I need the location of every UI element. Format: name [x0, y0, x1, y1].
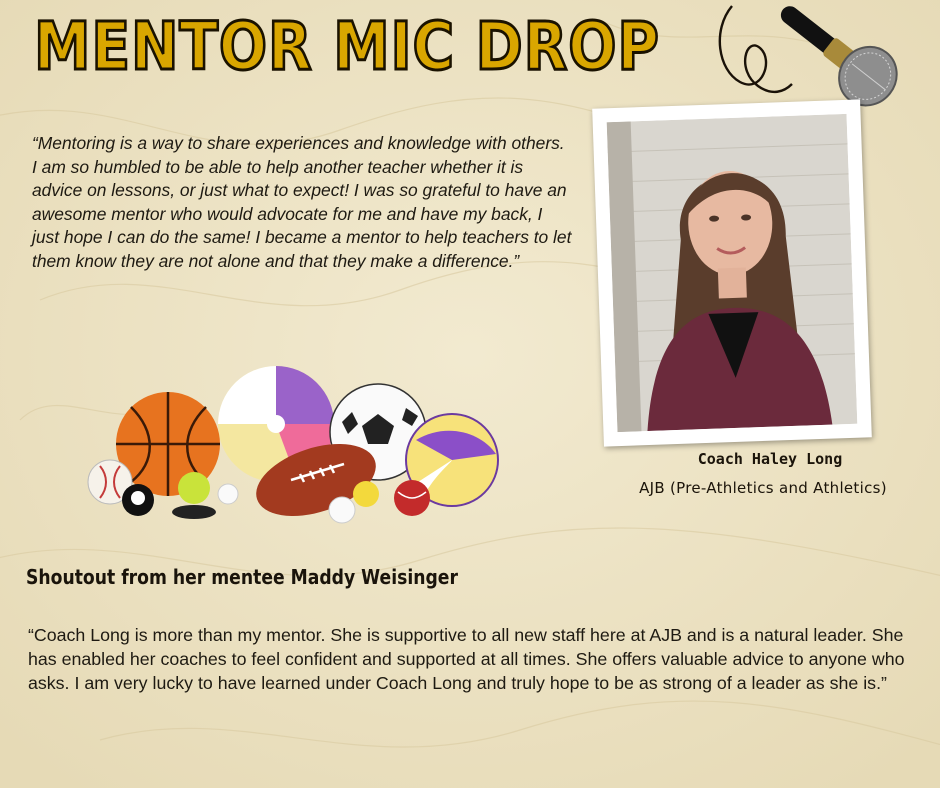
shoutout-text: “Coach Long is more than my mentor. She is supportive to all new staff here at AJB and is a natural leader. She has enabled her coaches to feel confident and supported at all times. She offers valuable advice to anyone who asks. I am very lucky to have learned under Coach Long and truly hope to be as strong of a leader as she is.” [28, 625, 905, 693]
shoutout-heading: Shoutout from her mentee Maddy Weisinger [26, 565, 458, 589]
page-title: MENTOR MIC DROP [34, 8, 660, 85]
photo-frame [592, 99, 872, 446]
coach-role: AJB (Pre-Athletics and Athletics) [639, 479, 887, 497]
coach-name: Coach Haley Long [697, 450, 843, 468]
portrait-photo [607, 114, 858, 432]
sports-balls-illustration [86, 362, 516, 532]
mentor-quote: “Mentoring is a way to share experiences and knowledge with others. I am so humbled to be able to help another teacher whether it is advice on lessons, or just what to expect! I was so grateful to have an awesome mentor who would advocate for me and have my back, I just hope I can do the same! I became a mentor to help teachers to let them know they are not alone and that they make a difference.” [32, 133, 572, 271]
